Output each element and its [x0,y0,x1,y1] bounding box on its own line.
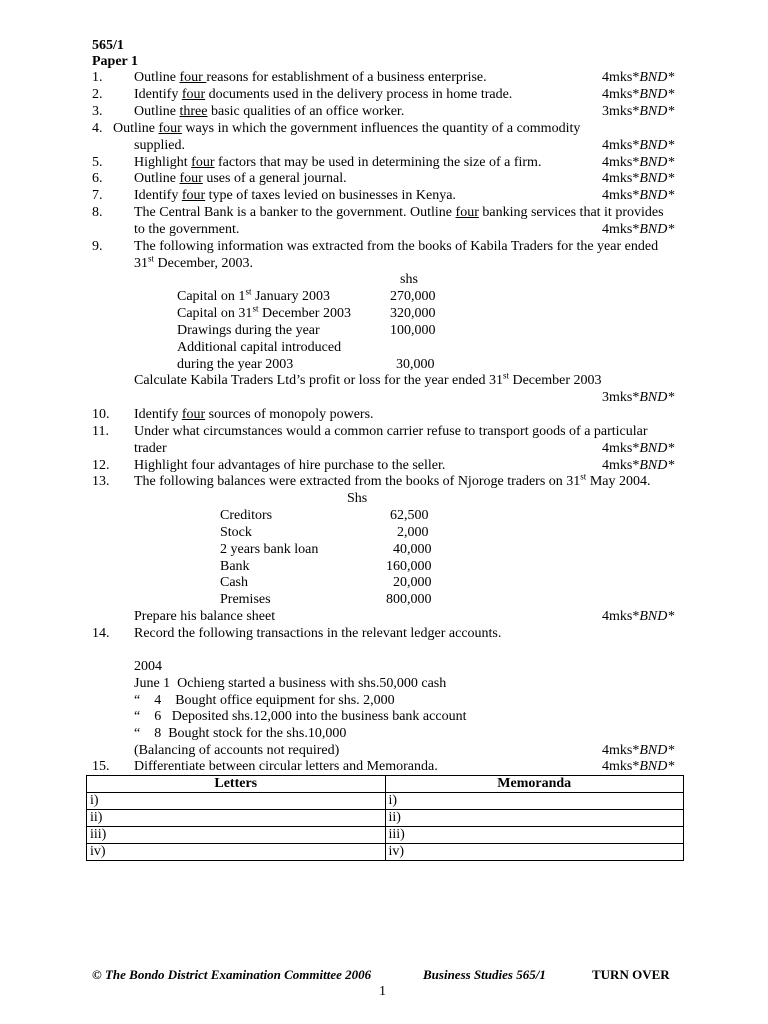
q12-marks: 4mks*BND* [602,458,675,473]
q12-number: 12. [92,458,110,473]
q6-number: 6. [92,171,103,186]
q5-marks: 4mks*BND* [602,155,675,170]
paper-code: 565/1 [92,38,124,53]
q15-answer-table [86,775,684,861]
q14-marks: 4mks*BND* [602,743,675,758]
q13-number: 13. [92,474,110,489]
q8-text-cont: to the government. [134,222,240,237]
q13-row-value: 40,000 [393,542,432,557]
q4-number: 4. [92,121,103,136]
q11-text-cont: trader [134,441,167,456]
q4-text: Outline four ways in which the government influences the quantity of a commodity [113,121,581,136]
q8-text: The Central Bank is a banker to the government. Outline four banking services that it provides [134,205,664,220]
table-row [87,810,684,827]
q9-calculate: Calculate Kabila Traders Ltd’s profit or loss for the year ended 31st December 2003 [134,370,602,388]
q13-row-label: Cash [220,575,248,590]
q5-number: 5. [92,155,103,170]
q14-transaction: “ 4 Bought office equipment for shs. 2,000 [134,693,395,708]
q9-unit-header: shs [400,272,418,287]
q6-marks: 4mks*BND* [602,171,675,186]
footer-copyright: © The Bondo District Examination Committee 2006 [92,967,372,982]
q2-text: Identify four documents used in the delivery process in home trade. [134,87,513,102]
q8-number: 8. [92,205,103,220]
q4-marks: 4mks*BND* [602,138,675,153]
paper-title: Paper 1 [92,54,139,69]
answer-cell-letters[interactable]: iv) [87,844,386,861]
q9-row-label: Capital on 1st January 2003 [177,286,330,304]
q13-row-value: 160,000 [386,559,432,574]
q13-text: The following balances were extracted from the books of Njoroge traders on 31st May 2004. [134,471,651,489]
q15-number: 15. [92,759,110,774]
q1-text: Outline four reasons for establishment of a business enterprise. [134,70,487,85]
q11-text: Under what circumstances would a common carrier refuse to transport goods of a particular [134,424,648,439]
answer-cell-letters[interactable]: i) [87,793,386,810]
footer-subject: Business Studies 565/1 [423,967,546,982]
q9-row-value: 270,000 [390,289,436,304]
q13-row-label: Creditors [220,508,273,523]
answer-cell-letters[interactable]: iii) [87,827,386,844]
answer-cell-memoranda[interactable]: i) [385,793,684,810]
q13-marks: 4mks*BND* [602,609,675,624]
answer-cell-letters[interactable]: ii) [87,810,386,827]
q13-row-label: Bank [220,559,250,574]
q13-row-label: Premises [220,592,271,607]
q13-row-value: 2,000 [397,525,429,540]
q9-row-value: 100,000 [390,323,436,338]
q9-row-value: 320,000 [390,306,436,321]
q12-text: Highlight four advantages of hire purchase to the seller. [134,458,446,473]
q13-row-value: 62,500 [390,508,429,523]
q13-row-value: 800,000 [386,592,432,607]
q13-unit-header: Shs [347,491,368,506]
table-header-letters: Letters [87,776,386,793]
q13-row-label: Stock [220,525,252,540]
q11-number: 11. [92,424,109,439]
q3-marks: 3mks*BND* [602,104,675,119]
q9-row-label: Capital on 31st December 2003 [177,303,351,321]
q13-prepare: Prepare his balance sheet [134,609,276,624]
table-header-memoranda: Memoranda [385,776,684,793]
answer-cell-memoranda[interactable]: iii) [385,827,684,844]
q7-text: Identify four type of taxes levied on businesses in Kenya. [134,188,456,203]
q9-number: 9. [92,239,103,254]
q14-transaction: “ 8 Bought stock for the shs.10,000 [134,726,347,741]
page-number: 1 [379,984,386,999]
q9-row-value: 30,000 [396,357,435,372]
q9-row-label: Drawings during the year [177,323,320,338]
table-row [87,793,684,810]
q3-text: Outline three basic qualities of an office worker. [134,104,405,119]
q13-row-label: 2 years bank loan [220,542,319,557]
q14-transaction: “ 6 Deposited shs.12,000 into the business bank account [134,709,467,724]
q11-marks: 4mks*BND* [602,441,675,456]
q9-text-cont: 31st December, 2003. [134,253,253,271]
q9-text: The following information was extracted from the books of Kabila Traders for the year ended [134,239,659,254]
q9-marks: 3mks*BND* [602,390,675,405]
q9-row-label: during the year 2003 [177,357,294,372]
q2-number: 2. [92,87,103,102]
q13-row-value: 20,000 [393,575,432,590]
q3-number: 3. [92,104,103,119]
answer-cell-memoranda[interactable]: iv) [385,844,684,861]
q10-text: Identify four sources of monopoly powers. [134,407,374,422]
q14-transaction: June 1 Ochieng started a business with shs.50,000 cash [134,676,447,691]
q6-text: Outline four uses of a general journal. [134,171,347,186]
q7-marks: 4mks*BND* [602,188,675,203]
table-row [87,844,684,861]
q10-number: 10. [92,407,110,422]
q2-marks: 4mks*BND* [602,87,675,102]
q5-text: Highlight four factors that may be used in determining the size of a firm. [134,155,542,170]
q15-marks: 4mks*BND* [602,759,675,774]
q15-text: Differentiate between circular letters and Memoranda. [134,759,438,774]
q1-number: 1. [92,70,103,85]
q9-row-label: Additional capital introduced [177,340,342,355]
q8-marks: 4mks*BND* [602,222,675,237]
footer-turn-over: TURN OVER [592,967,670,982]
q7-number: 7. [92,188,103,203]
q14-note: (Balancing of accounts not required) [134,743,340,758]
q14-year: 2004 [134,659,162,674]
answer-cell-memoranda[interactable]: ii) [385,810,684,827]
q1-marks: 4mks*BND* [602,70,675,85]
table-row [87,827,684,844]
q14-text: Record the following transactions in the relevant ledger accounts. [134,626,502,641]
q14-number: 14. [92,626,110,641]
q4-text-cont: supplied. [134,138,185,153]
